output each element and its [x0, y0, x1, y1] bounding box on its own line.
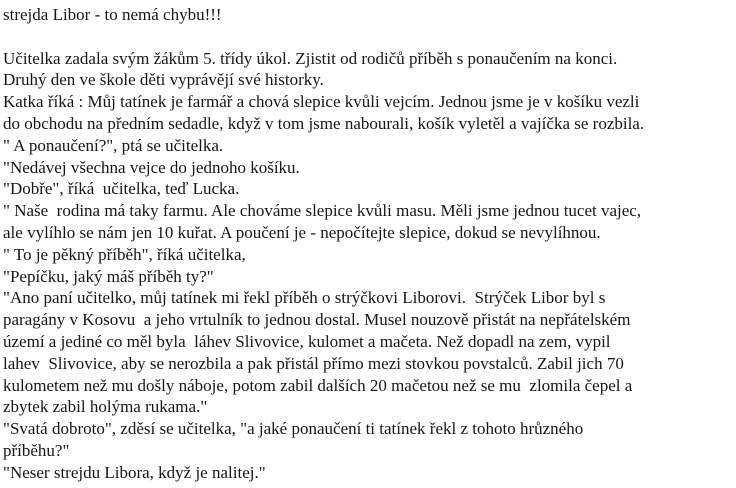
text-line: "Pepíčku, jaký máš příběh ty?" [3, 266, 214, 286]
text-line: " Naše rodina má taky farmu. Ale chováme slepice kvůli masu. Měli jsme jednou tucet vajec, [3, 201, 642, 221]
text-line: "Dobře", říká učitelka, teď Lucka. [3, 179, 240, 199]
text-line: "Nedávej všechna vejce do jednoho košíku. [3, 157, 300, 177]
text-line: zbytek zabil holýma rukama." [3, 397, 208, 417]
text-line: do obchodu na předním sedadle, když v tom jsme nabourali, košík vyletěl a vajíčka se rozbila. [3, 113, 645, 133]
text-line: "Ano paní učitelko, můj tatínek mi řekl příběh o strýčkovi Liborovi. Strýček Libor byl s [3, 288, 606, 308]
text-line: Katka říká : Můj tatínek je farmář a chová slepice kvůli vejcím. Jednou jsme je v košíku vezli [3, 92, 640, 112]
text-line: Učitelka zadala svým žákům 5. třídy úkol. Zjistit od rodičů příběh s ponaučením na konci. [3, 48, 618, 68]
text-line: území a jediné co měl byla láhev Slivovice, kulomet a mačeta. Než dopadl na zem, vypil [3, 331, 611, 351]
text-line: strejda Libor - to nemá chybu!!! [3, 5, 222, 24]
text-line: " A ponaučení?", ptá se učitelka. [3, 135, 224, 155]
text-line: lahev Slivovice, aby se nerozbila a pak přistál přímo mezi stovkou povstalců. Zabil jich 70 [3, 353, 624, 373]
text-line: " To je pěkný příběh", říká učitelka, [3, 244, 246, 264]
text-line: paragány v Kosovu a jeho vrtulník to jednou dostal. Musel nouzově přistát na nepřátelském [3, 310, 631, 330]
text-line: kulometem než mu došly náboje, potom zabil dalších 20 mačetou než se mu zlomila čepel a [3, 375, 633, 395]
text-line: Druhý den ve škole děti vyprávějí své historky. [3, 70, 324, 90]
text-line: ale vylíhlo se nám jen 10 kuřat. A poučení je - nepočítejte slepice, dokud se nevylíhnou. [3, 222, 601, 242]
text-line: "Svatá dobroto", zděsí se učitelka, "a jaké ponaučení ti tatínek řekl z tohoto hrůzného [3, 419, 584, 439]
blank-line [3, 26, 734, 48]
text-line: příběhu?" [3, 440, 70, 460]
text-line: "Neser strejdu Libora, když je nalitej." [3, 462, 266, 482]
